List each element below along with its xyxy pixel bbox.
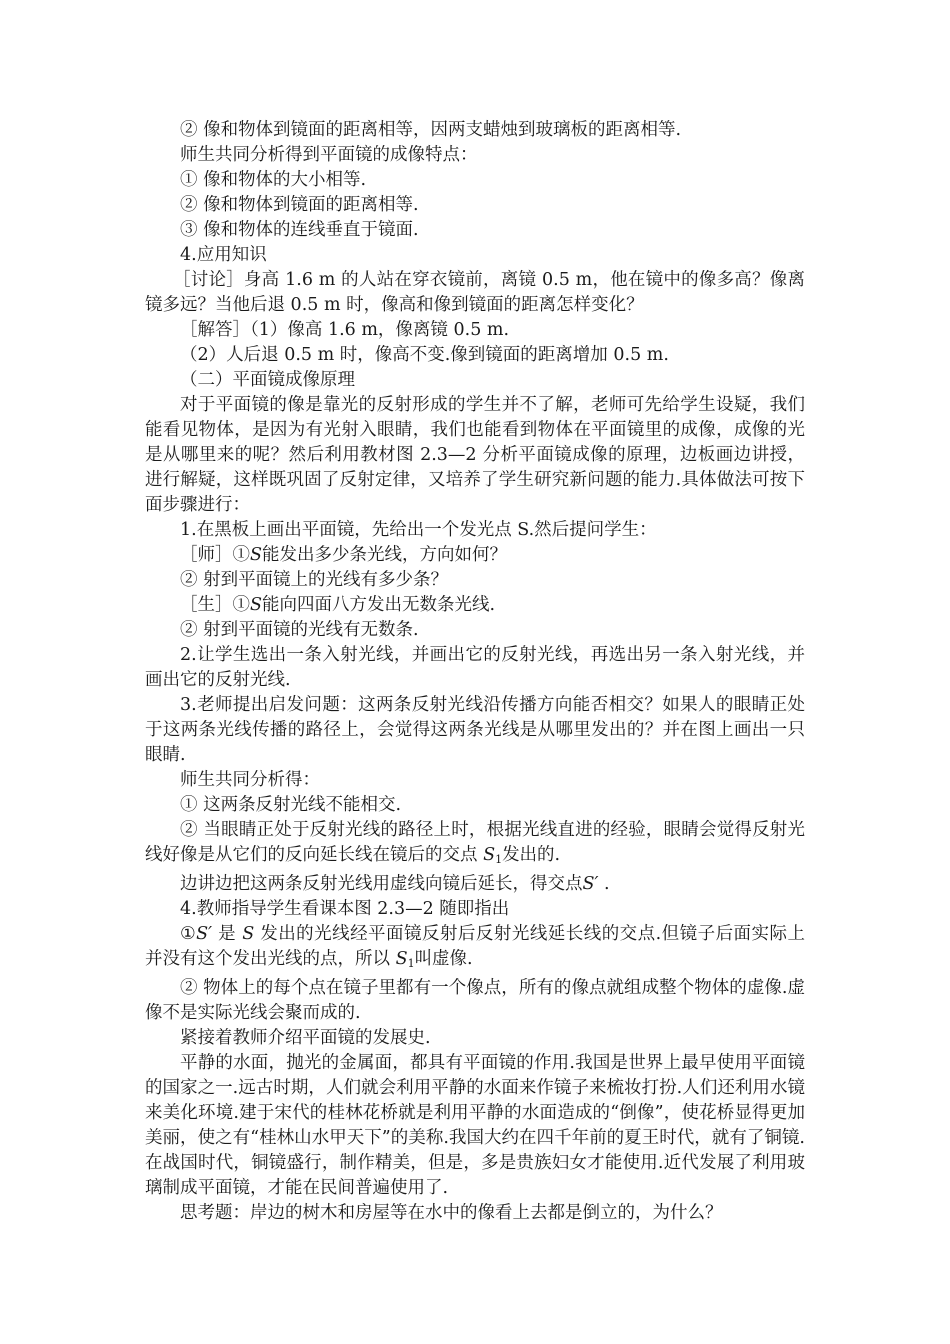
paragraph: ② 射到平面镜上的光线有多少条？ — [180, 570, 449, 590]
paragraph: （2）人后退 0.5 m 时，像高不变.像到镜面的距离增加 0.5 m. — [180, 345, 669, 365]
paragraph: 思考题：岸边的树木和房屋等在水中的像看上去都是倒立的，为什么？ — [180, 1203, 723, 1223]
paragraph: 1.在黑板上画出平面镜，先给出一个发光点 S.然后提问学生： — [180, 520, 657, 540]
paragraph: ［解答］（1）像高 1.6 m，像离镜 0.5 m. — [180, 320, 510, 340]
paragraph: 边讲边把这两条反射光线用虚线向镜后延长，得交点S′ . — [180, 874, 610, 894]
paragraph: ①S′ 是 S 发出的光线经平面镜反射后反射光线延长线的交点.但镜子后面实际上并没有这个发出光线的点，所以 $S_1$叫虚像. — [145, 924, 805, 970]
section-heading: 4.应用知识 — [180, 245, 267, 265]
paragraph: ② 射到平面镜的光线有无数条. — [180, 620, 419, 640]
paragraph: 师生共同分析得： — [180, 770, 320, 790]
paragraph: 平静的水面，抛光的金属面，都具有平面镜的作用.我国是世界上最早使用平面镜的国家之一.远古时期，人们就会利用平静的水面来作镜子来梳妆打扮.人们还利用水镜来美化环境.建于宋代的桂林花桥就是利用平静的水面造成的“倒像”，使花桥显得更加美丽，使之有“桂林山水甲天下”的美称.我国大约在四千年前的夏王时代，就有了铜镜.在战国时代，铜镜盛行，制作精美，但是，多是贵族妇女才能使用.近代发展了利用玻璃制成平面镜，才能在民间普遍使用了. — [145, 1053, 805, 1198]
body-text — [145, 118, 805, 1226]
paragraph: 师生共同分析得到平面镜的成像特点： — [180, 145, 478, 165]
paragraph: ［讨论］身高 1.6 m 的人站在穿衣镜前，离镜 0.5 m，他在镜中的像多高？像离镜多远？当他后退 0.5 m 时，像高和像到镜面的距离怎样变化？ — [145, 270, 805, 315]
paragraph: ② 当眼睛正处于反射光线的路径上时，根据光线直进的经验，眼睛会觉得反射光线好像是从它们的反向延长线在镜后的交点 $S_1$发出的. — [145, 820, 805, 866]
paragraph: 对于平面镜的像是靠光的反射形成的学生并不了解，老师可先给学生设疑，我们能看见物体，是因为有光射入眼睛，我们也能看到物体在平面镜里的成像，成像的光是从哪里来的呢？然后利用教材图 2.3—2 分析平面镜成像的原理，边板画边讲授，进行解疑，这样既巩固了反射定律，又培养了学生研究新问题的能力.具体做法可按下面步骤进行： — [145, 395, 805, 515]
paragraph: ② 像和物体到镜面的距离相等，因两支蜡烛到玻璃板的距离相等. — [180, 120, 682, 140]
section-heading: 4.教师指导学生看课本图 2.3—2 随即指出 — [180, 899, 510, 919]
paragraph: ① 像和物体的大小相等. — [180, 170, 367, 190]
section-heading: （二）平面镜成像原理 — [180, 370, 355, 390]
paragraph: ② 像和物体到镜面的距离相等. — [180, 195, 419, 215]
paragraph: ③ 像和物体的连线垂直于镜面. — [180, 220, 419, 240]
paragraph: ② 物体上的每个点在镜子里都有一个像点，所有的像点就组成整个物体的虚像.虚像不是实际光线会聚而成的. — [145, 978, 805, 1023]
paragraph: 紧接着教师介绍平面镜的发展史. — [180, 1028, 431, 1048]
paragraph: 2.让学生选出一条入射光线，并画出它的反射光线，再选出另一条入射光线，并画出它的反射光线. — [145, 645, 805, 690]
paragraph: ① 这两条反射光线不能相交. — [180, 795, 402, 815]
paragraph: ［生］①S能向四面八方发出无数条光线. — [180, 595, 496, 615]
paragraph: 3.老师提出启发问题：这两条反射光线沿传播方向能否相交？如果人的眼睛正处于这两条光线传播的路径上，会觉得这两条光线是从哪里发出的？并在图上画出一只眼睛. — [145, 695, 805, 765]
paragraph: ［师］①S能发出多少条光线，方向如何？ — [180, 545, 507, 565]
